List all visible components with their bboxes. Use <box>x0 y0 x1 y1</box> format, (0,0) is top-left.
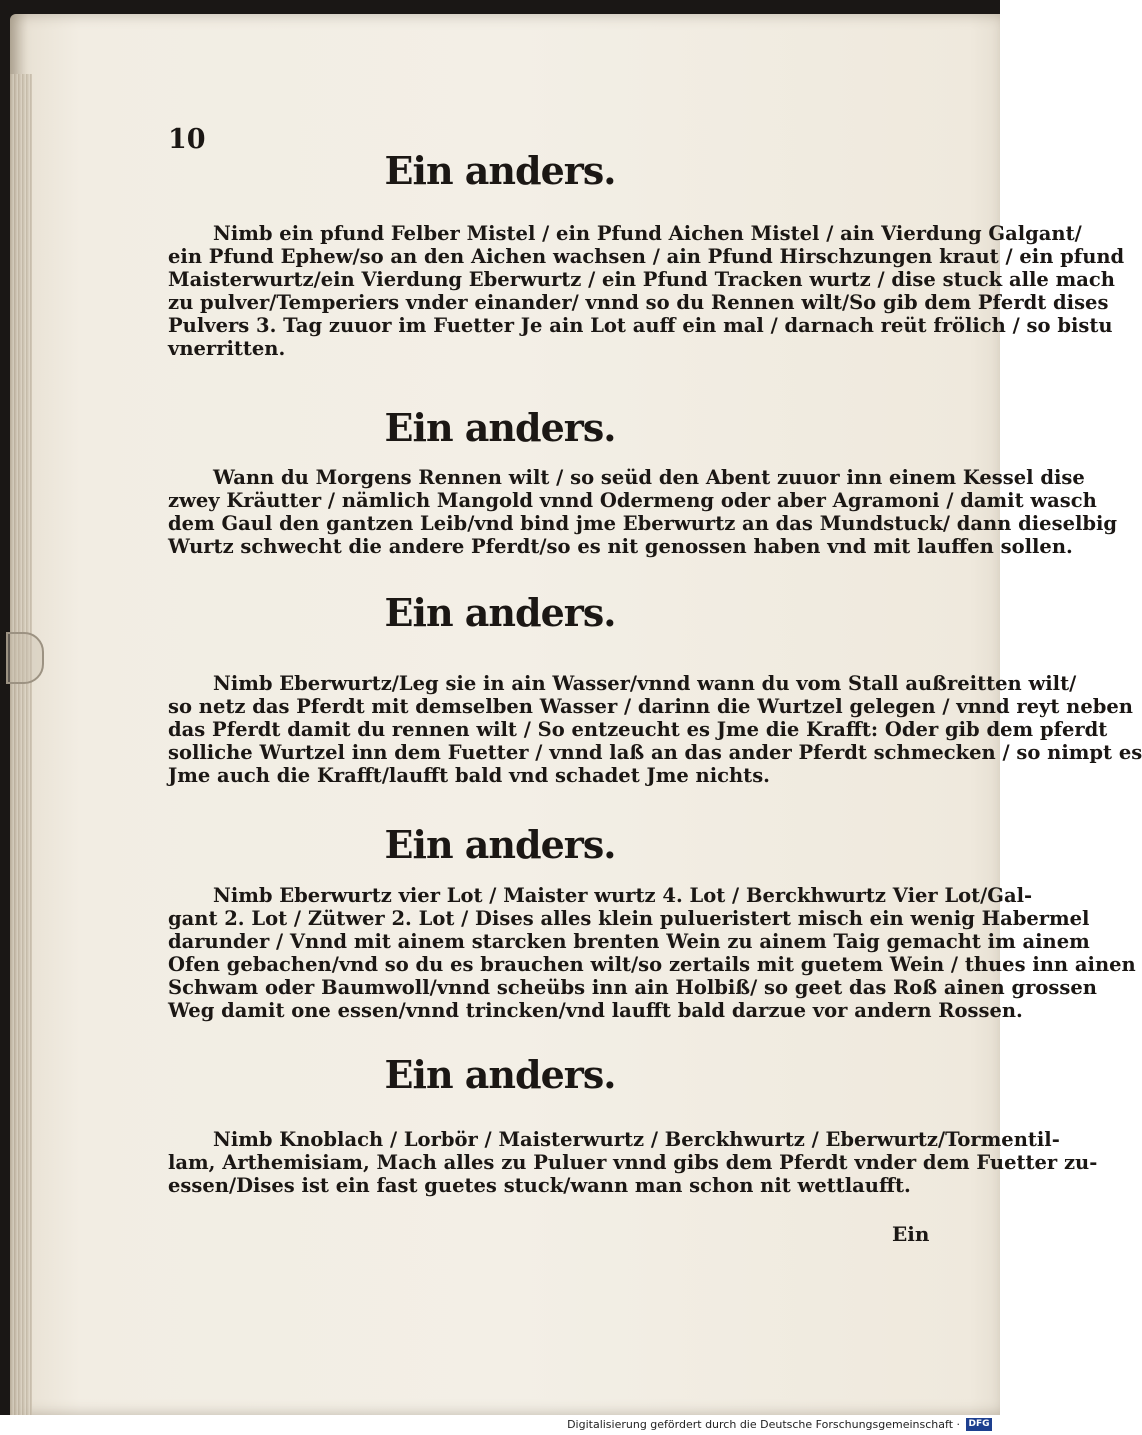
text-line: zu pulver/Temperiers vnder einander/ vnnd so du Rennen wilt/So gib dem Pferdt dises <box>168 291 1109 314</box>
text-line: das Pferdt damit du rennen wilt / So entzeucht es Jme die Krafft: Oder gib dem pferdt <box>168 718 1108 741</box>
text-line: Weg damit one essen/vnnd trincken/vnd laufft bald darzue vor andern Rossen. <box>168 999 1023 1022</box>
text-line: Nimb Knoblach / Lorbör / Maisterwurtz / Berckhwurtz / Eberwurtz/Tormentil- <box>213 1128 1060 1151</box>
section-text <box>168 884 1136 1022</box>
text-line: Pulvers 3. Tag zuuor im Fuetter Je ain Lot auff ein mal / darnach reüt frölich / so bistu <box>168 314 1113 337</box>
section-heading: Ein anders. <box>384 405 616 450</box>
section-text <box>168 672 1142 787</box>
text-line: zwey Kräutter / nämlich Mangold vnnd Odermeng oder aber Agramoni / damit wasch <box>168 489 1097 512</box>
section-text <box>168 1128 1098 1197</box>
text-line: Wurtz schwecht die andere Pferdt/so es nit genossen haben vnd mit lauffen sollen. <box>168 535 1073 558</box>
text-line: Nimb Eberwurtz/Leg sie in ain Wasser/vnnd wann du vom Stall außreitten wilt/ <box>213 672 1077 695</box>
section-heading: Ein anders. <box>384 1052 616 1097</box>
text-line: gant 2. Lot / Zütwer 2. Lot / Dises alles klein pulueristert misch ein wenig Habermel <box>168 907 1090 930</box>
text-line: Schwam oder Baumwoll/vnnd scheübs inn ain Holbiß/ so geet das Roß ainen grossen <box>168 976 1097 999</box>
text-line: Jme auch die Krafft/laufft bald vnd schadet Jme nichts. <box>168 764 770 787</box>
catchword: Ein <box>892 1222 930 1246</box>
dfg-logo: DFG <box>966 1418 992 1431</box>
text-line: ein Pfund Ephew/so an den Aichen wachsen / ain Pfund Hirschzungen kraut / ein pfund <box>168 245 1125 268</box>
text-line: Nimb ein pfund Felber Mistel / ein Pfund Aichen Mistel / ain Vierdung Galgant/ <box>213 222 1082 245</box>
text-line: Maisterwurtz/ein Vierdung Eberwurtz / ein Pfund Tracken wurtz / dise stuck alle mach <box>168 268 1115 291</box>
text-line: lam, Arthemisiam, Mach alles zu Puluer vnnd gibs dem Pferdt vnder dem Fuetter zu- <box>168 1151 1098 1174</box>
text-line: Ofen gebachen/vnd so du es brauchen wilt/so zertails mit guetem Wein / thues inn ainen <box>168 953 1136 976</box>
section-heading: Ein anders. <box>384 148 616 193</box>
funding-credit: Digitalisierung gefördert durch die Deutsche Forschungsgemeinschaft · <box>567 1418 960 1431</box>
binding-clip <box>6 632 44 684</box>
page-edge-stack <box>10 74 32 1429</box>
section-text <box>168 222 1125 360</box>
text-line: vnerritten. <box>168 337 286 360</box>
text-line: essen/Dises ist ein fast guetes stuck/wann man schon nit wettlaufft. <box>168 1174 911 1197</box>
text-line: dem Gaul den gantzen Leib/vnd bind jme Eberwurtz an das Mundstuck/ dann dieselbig <box>168 512 1118 535</box>
text-line: so netz das Pferdt mit demselben Wasser / darinn die Wurtzel gelegen / vnnd reyt neben <box>168 695 1133 718</box>
section-text <box>168 466 1118 558</box>
text-line: solliche Wurtzel inn dem Fuetter / vnnd laß an das ander Pferdt schmecken / so nimpt es <box>168 741 1142 764</box>
section-heading: Ein anders. <box>384 822 616 867</box>
text-line: Nimb Eberwurtz vier Lot / Maister wurtz 4. Lot / Berckhwurtz Vier Lot/Gal- <box>213 884 1033 907</box>
text-line: Wann du Morgens Rennen wilt / so seüd den Abent zuuor inn einem Kessel dise <box>213 466 1085 489</box>
page-number: 10 <box>168 124 206 155</box>
section-heading: Ein anders. <box>384 590 616 635</box>
text-line: darunder / Vnnd mit ainem starcken brenten Wein zu ainem Taig gemacht im ainem <box>168 930 1090 953</box>
